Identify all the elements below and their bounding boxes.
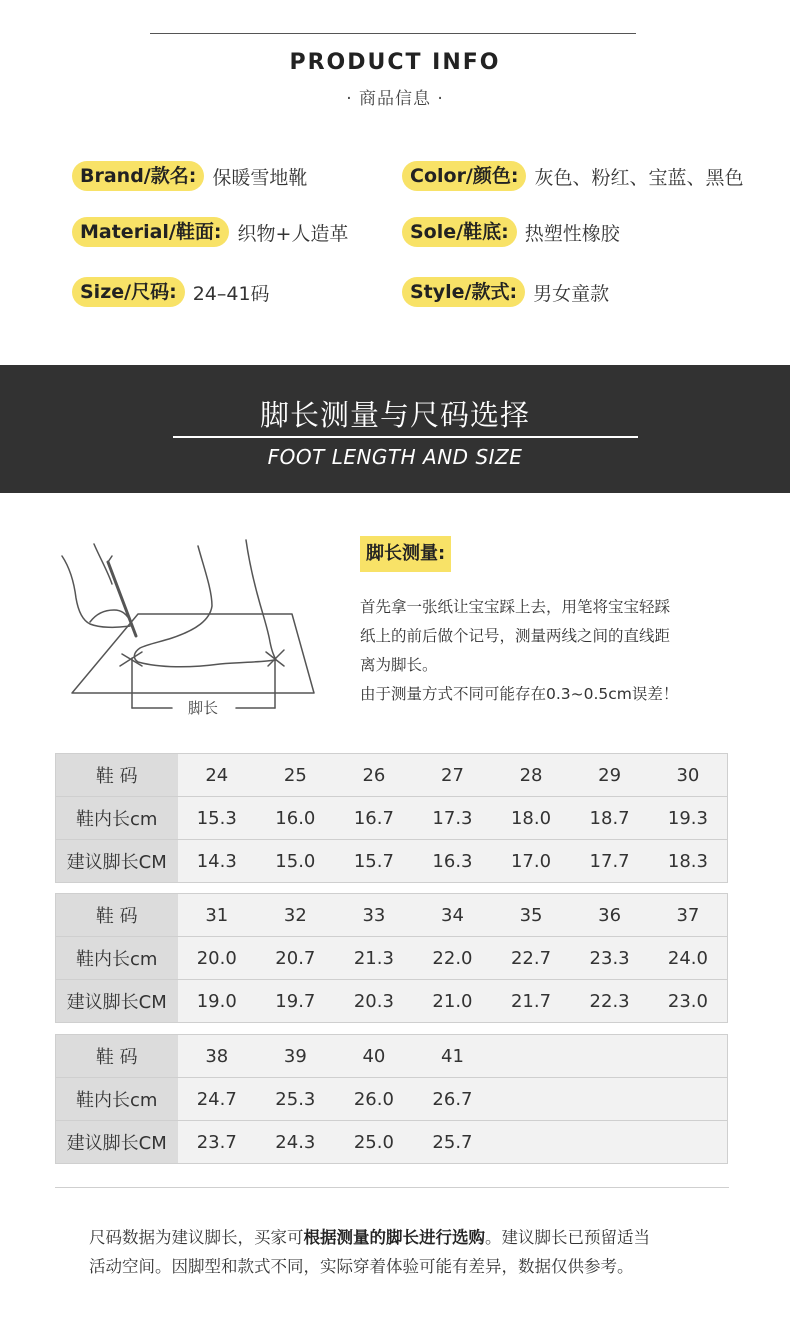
note-text: 尺码数据为建议脚长，买家可	[89, 1228, 304, 1247]
table-row	[56, 1035, 728, 1078]
table-cell: 31	[178, 894, 257, 937]
table-cell: 25.0	[335, 1121, 414, 1164]
measure-line-3: 离为脚长。	[360, 656, 438, 674]
table-cell: 17.3	[413, 797, 492, 840]
table-cell	[492, 1035, 571, 1078]
table-cell: 33	[335, 894, 414, 937]
product-info-subtitle: · 商品信息 ·	[346, 89, 444, 109]
info-brand	[72, 161, 307, 191]
table-row	[56, 980, 728, 1023]
measure-tag: 脚长测量:	[360, 536, 451, 572]
measure-line-2: 纸上的前后做个记号，测量两线之间的直线距	[360, 627, 671, 645]
row-label: 鞋内长cm	[56, 1078, 178, 1121]
table-cell: 17.7	[570, 840, 649, 883]
table-cell	[649, 1121, 728, 1164]
brand-label: Brand/款名:	[72, 161, 204, 191]
row-label: 鞋 码	[56, 894, 178, 937]
table-cell: 16.0	[256, 797, 335, 840]
style-value: 男女童款	[533, 282, 610, 305]
table-row	[56, 894, 728, 937]
note-text: 。建议脚长已预留适当	[485, 1228, 650, 1247]
sole-label: Sole/鞋底:	[402, 217, 517, 247]
table-cell: 19.3	[649, 797, 728, 840]
table-cell: 21.3	[335, 937, 414, 980]
table-row	[56, 840, 728, 883]
top-divider	[150, 33, 636, 34]
size-label: Size/尺码:	[72, 277, 185, 307]
table-row	[56, 1078, 728, 1121]
section-banner	[0, 365, 790, 493]
table-cell: 24	[178, 754, 257, 797]
row-label: 建议脚长CM	[56, 840, 178, 883]
info-style	[402, 277, 609, 307]
table-cell: 22.7	[492, 937, 571, 980]
table-cell: 26	[335, 754, 414, 797]
sole-value: 热塑性橡胶	[524, 222, 620, 245]
foot-length-label: 脚长	[187, 699, 219, 717]
table-cell: 35	[492, 894, 571, 937]
color-value: 灰色、粉红、宝蓝、黑色	[534, 166, 744, 189]
table-cell: 15.7	[335, 840, 414, 883]
table-cell	[492, 1121, 571, 1164]
bottom-divider	[55, 1187, 729, 1188]
table-cell: 40	[335, 1035, 414, 1078]
material-label: Material/鞋面:	[72, 217, 229, 247]
table-cell: 18.0	[492, 797, 571, 840]
note-line-1	[89, 1224, 729, 1248]
row-label: 鞋内长cm	[56, 797, 178, 840]
product-info-title: PRODUCT INFO	[289, 50, 501, 75]
table-cell: 23.7	[178, 1121, 257, 1164]
row-label: 鞋内长cm	[56, 937, 178, 980]
table-cell	[570, 1121, 649, 1164]
table-cell: 24.7	[178, 1078, 257, 1121]
table-cell: 25.3	[256, 1078, 335, 1121]
color-label: Color/颜色:	[402, 161, 526, 191]
table-cell: 27	[413, 754, 492, 797]
table-cell: 26.0	[335, 1078, 414, 1121]
table-cell	[492, 1078, 571, 1121]
table-cell: 19.0	[178, 980, 257, 1023]
table-cell: 37	[649, 894, 728, 937]
info-color	[402, 161, 744, 191]
table-cell: 28	[492, 754, 571, 797]
table-cell	[649, 1035, 728, 1078]
row-label: 建议脚长CM	[56, 1121, 178, 1164]
table-cell: 24.3	[256, 1121, 335, 1164]
style-label: Style/款式:	[402, 277, 525, 307]
table-row	[56, 937, 728, 980]
measure-line-1: 首先拿一张纸让宝宝踩上去，用笔将宝宝轻踩	[360, 598, 671, 616]
table-cell: 23.3	[570, 937, 649, 980]
table-cell: 24.0	[649, 937, 728, 980]
measure-line-4: 由于测量方式不同可能存在0.3~0.5cm误差！	[360, 685, 679, 703]
table-cell: 18.3	[649, 840, 728, 883]
table-cell: 34	[413, 894, 492, 937]
table-cell: 17.0	[492, 840, 571, 883]
size-table-2	[55, 893, 728, 1023]
table-cell	[649, 1078, 728, 1121]
table-cell: 21.7	[492, 980, 571, 1023]
table-cell: 25.7	[413, 1121, 492, 1164]
row-label: 鞋 码	[56, 754, 178, 797]
banner-divider	[173, 436, 638, 438]
info-size	[72, 277, 270, 307]
table-row	[56, 754, 728, 797]
table-cell	[570, 1078, 649, 1121]
table-cell: 26.7	[413, 1078, 492, 1121]
banner-title: 脚长测量与尺码选择	[259, 398, 530, 432]
note-line-2: 活动空间。因脚型和款式不同，实际穿着体验可能有差异，数据仅供参考。	[89, 1257, 634, 1276]
table-cell: 20.3	[335, 980, 414, 1023]
table-cell: 14.3	[178, 840, 257, 883]
table-cell: 23.0	[649, 980, 728, 1023]
table-row	[56, 797, 728, 840]
table-cell: 32	[256, 894, 335, 937]
info-sole	[402, 217, 620, 247]
table-cell: 21.0	[413, 980, 492, 1023]
table-cell: 41	[413, 1035, 492, 1078]
table-cell: 19.7	[256, 980, 335, 1023]
table-cell	[570, 1035, 649, 1078]
size-table-3	[55, 1034, 728, 1164]
table-cell: 29	[570, 754, 649, 797]
table-cell: 18.7	[570, 797, 649, 840]
table-cell: 38	[178, 1035, 257, 1078]
row-label: 鞋 码	[56, 1035, 178, 1078]
table-cell: 16.3	[413, 840, 492, 883]
table-cell: 22.0	[413, 937, 492, 980]
table-cell: 15.0	[256, 840, 335, 883]
table-cell: 20.0	[178, 937, 257, 980]
info-material	[72, 217, 348, 247]
banner-subtitle: FOOT LENGTH AND SIZE	[267, 445, 523, 469]
material-value: 织物+人造革	[237, 222, 349, 245]
size-table-1	[55, 753, 728, 883]
brand-value: 保暖雪地靴	[212, 166, 308, 189]
size-value: 24–41码	[192, 282, 270, 305]
table-cell: 25	[256, 754, 335, 797]
foot-measure-illustration	[60, 538, 322, 723]
table-cell: 16.7	[335, 797, 414, 840]
table-cell: 30	[649, 754, 728, 797]
table-cell: 20.7	[256, 937, 335, 980]
table-row	[56, 1121, 728, 1164]
table-cell: 36	[570, 894, 649, 937]
row-label: 建议脚长CM	[56, 980, 178, 1023]
note-emphasis: 根据测量的脚长进行选购	[303, 1228, 485, 1247]
table-cell: 15.3	[178, 797, 257, 840]
table-cell: 22.3	[570, 980, 649, 1023]
table-cell: 39	[256, 1035, 335, 1078]
